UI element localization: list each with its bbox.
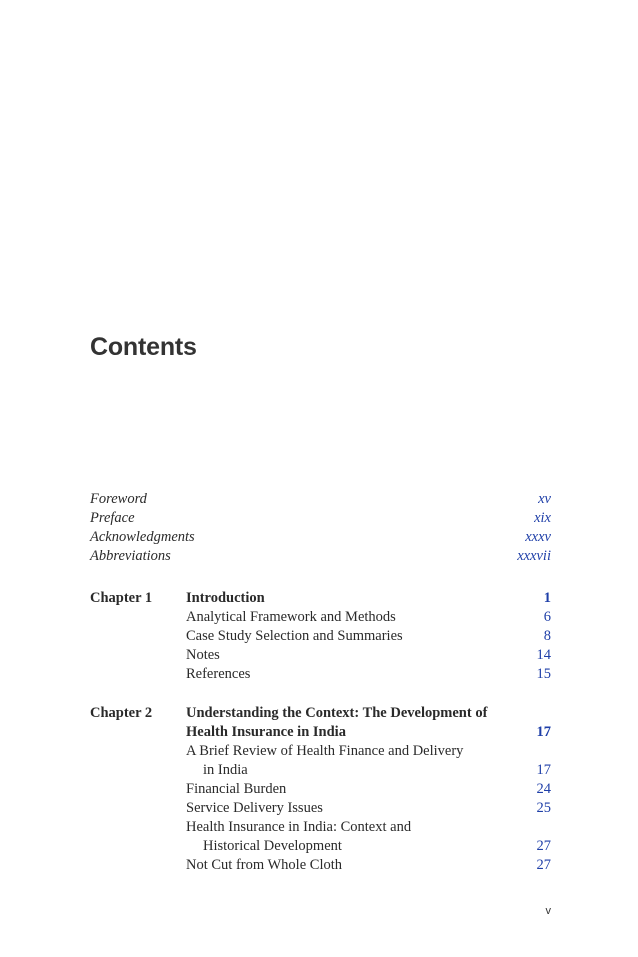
toc-page-number[interactable]: 14: [536, 647, 551, 663]
toc-entry-label: Financial Burden: [186, 781, 287, 797]
toc-entry-label: Understanding the Context: The Development of: [186, 705, 488, 721]
page-title: Contents: [90, 333, 197, 361]
toc-entry-label: Acknowledgments: [90, 529, 195, 545]
toc-entry-label: References: [186, 666, 251, 682]
toc-entry[interactable]: [186, 742, 551, 780]
toc-entry-label-continued: in India: [203, 762, 248, 778]
toc-entry-label: Service Delivery Issues: [186, 800, 323, 816]
toc-page-number[interactable]: 17: [536, 762, 551, 778]
toc-entry-label: Analytical Framework and Methods: [186, 609, 396, 625]
toc-entry-abbreviations[interactable]: [90, 547, 551, 566]
toc-page-number[interactable]: 17: [536, 724, 551, 740]
toc-entry-label: Foreword: [90, 491, 147, 507]
toc-entry-foreword[interactable]: [90, 490, 551, 509]
toc-page-number[interactable]: 24: [536, 781, 551, 797]
toc-page-number[interactable]: 25: [536, 800, 551, 816]
toc-entry[interactable]: [186, 799, 551, 818]
toc-entry-label: Notes: [186, 647, 220, 663]
toc-entry-label: Abbreviations: [90, 548, 171, 564]
toc-entry-label: Introduction: [186, 590, 265, 606]
toc-entry-label: Not Cut from Whole Cloth: [186, 857, 343, 873]
toc-page-number[interactable]: xv: [538, 491, 551, 507]
toc-page-number[interactable]: 8: [543, 628, 551, 644]
toc-entry-acknowledgments[interactable]: [90, 528, 551, 547]
toc-page-number[interactable]: 27: [536, 857, 551, 873]
toc-entry-preface[interactable]: [90, 509, 551, 528]
toc-entry[interactable]: [186, 780, 551, 799]
toc-entry-label: Health Insurance in India: Context and: [186, 819, 412, 835]
toc-entry[interactable]: [186, 818, 551, 856]
page-folio: v: [545, 905, 551, 917]
chapter-label: Chapter 2: [90, 705, 153, 721]
chapter-label: Chapter 1: [90, 590, 153, 606]
toc-entry[interactable]: [186, 665, 551, 684]
toc-page-number[interactable]: 15: [536, 666, 551, 682]
toc-entry[interactable]: [186, 627, 551, 646]
toc-entry-label: Case Study Selection and Summaries: [186, 628, 403, 644]
toc-entry-label-continued: Historical Development: [203, 838, 342, 854]
toc-page-number[interactable]: xix: [534, 510, 551, 526]
toc-page-number[interactable]: xxxv: [525, 529, 551, 545]
toc-entry[interactable]: [186, 704, 551, 742]
toc-entry-label: Preface: [90, 510, 135, 526]
toc-entry[interactable]: [186, 608, 551, 627]
front-matter-list: [90, 490, 551, 566]
toc-page-number[interactable]: 27: [536, 838, 551, 854]
toc-page-number[interactable]: 1: [543, 590, 551, 606]
toc-entry[interactable]: [186, 589, 551, 608]
toc-entry-label: A Brief Review of Health Finance and Delivery: [186, 743, 464, 759]
toc-entry[interactable]: [186, 646, 551, 665]
toc-page-number[interactable]: xxxvii: [517, 548, 551, 564]
toc-entry[interactable]: [186, 856, 551, 875]
toc-entry-label-continued: Health Insurance in India: [186, 724, 346, 740]
toc-page-number[interactable]: 6: [543, 609, 551, 625]
